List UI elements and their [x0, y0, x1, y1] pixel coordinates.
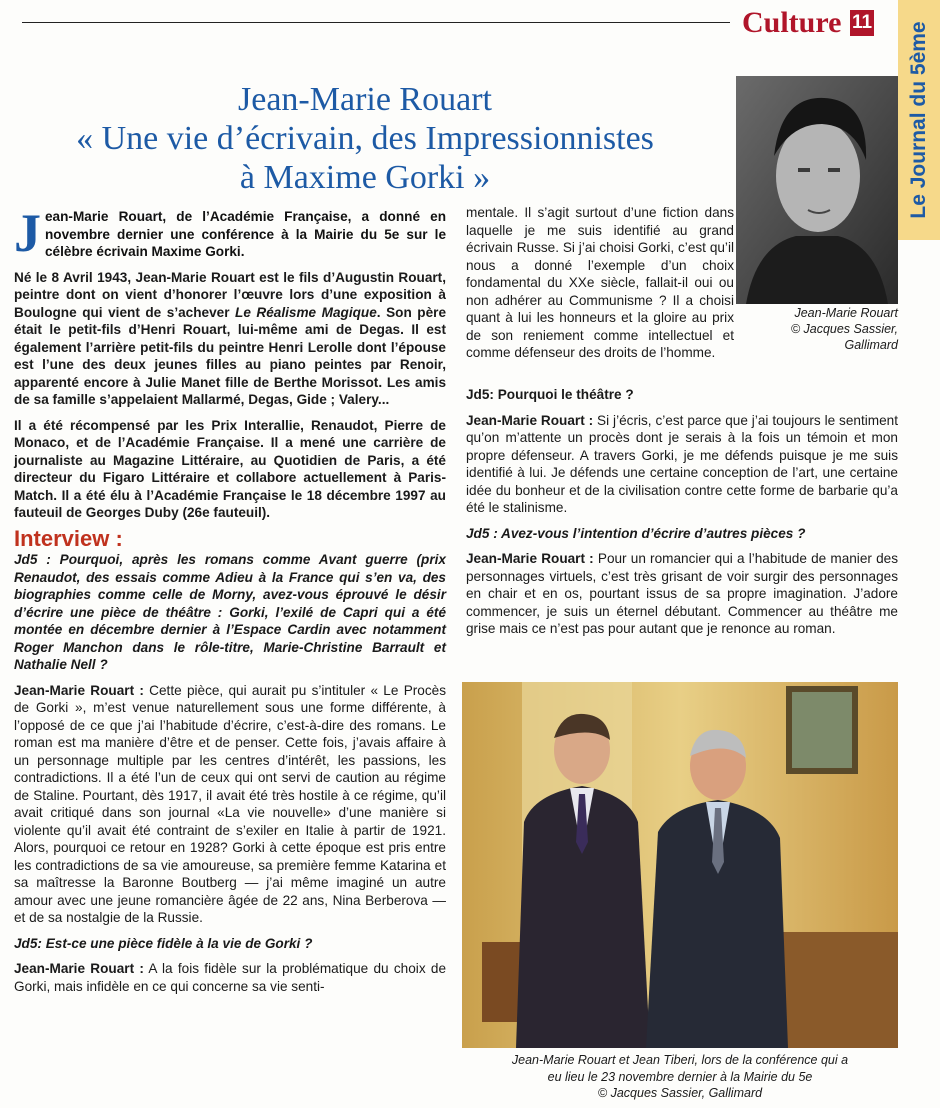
portrait-caption-publisher: Gallimard [844, 338, 898, 352]
intro-paragraph [14, 203, 446, 263]
intro-text: ean-Marie Rouart, de l’Académie Française, a donné en novembre dernier une conférence à la Mairie du 5e sur le célèbre écrivain Maxime Gorki. [45, 209, 446, 259]
event-photo-caption [462, 1052, 898, 1102]
event-photo [462, 682, 898, 1048]
question-2: Jd5: Est-ce une pièce fidèle à la vie de Gorki ? [14, 935, 313, 951]
speaker-label: Jean-Marie Rouart : [466, 551, 594, 566]
answer-2-start [14, 960, 446, 995]
event-caption-line-2: eu lieu le 23 novembre dernier à la Mairie du 5e [547, 1069, 813, 1084]
answer-2-text-start: A la fois fidèle sur la problématique du choix de Gorki, mais infidèle en ce qui concerne sa vie senti- [14, 961, 447, 994]
headline-line-3: à Maxime Gorki » [239, 159, 491, 196]
speaker-label: Jean-Marie Rouart : [14, 682, 144, 698]
header-rule [22, 22, 730, 23]
question-1: Jd5 : Pourquoi, après les romans comme Avant guerre (prix Renaudot, des essais comme Adieu à la France qui s’en va, des biographies comme celle de Morny, avez-vous éprouvé le désir d’écrire une pièce de théâtre : Gorki, l’exilé de Capri qui a été montée en décembre dernier à l’Espace Cardin avec notamment Roger Manchon dans le rôle-titre, Marie-Christine Barrault et Nathalie Nell ? [14, 552, 446, 672]
answer-3-text: Si j’écris, c’est parce que j’ai toujours le sentiment qu’on m’attente un procès dont je serais à la fois un témoin et mon propre défenseur. A travers Gorki, je me défends puisque je me suis identifié à lui. Je défends une certaine conception de l’art, une certaine idée du bonheur et de la civilisation contre cette forme de barbarie qu’a été le stalinisme. [466, 412, 898, 515]
bio-text-b: . Son père était le petit-fils d’Henri Rouart, lui-même ami de Degas. Il est également l’arrière petit-fils du peintre Henri Lerolle dont l’épouse est l’une des deux jeunes filles au piano peintes par Renoir, apparenté encore à Julie Manet fille de Berthe Morissot. Les amis de sa famille s’appelaient Mallarmé, Degas, Gide ; Valery... [14, 304, 447, 407]
section-title: Culture [742, 6, 842, 39]
bio-paragraph-1 [14, 269, 446, 409]
answer-1 [14, 682, 446, 927]
answer-2-continued: mentale. Il s’agit surtout d’une fiction dans laquelle je me suis identifié au grand écrivain Russe. Si j’ai choisi Gorki, c’est qu’il nous a donné l’exemple d’un choix fondamental du XXe siècle, fallait-il oui ou non adhérer au Communisme ? Il a choisi quant à lui les honneurs et la gloire au prix de son reniement comme intellectuel et comme défenseur des droits de l’homme. [466, 205, 734, 360]
bio-title-italic: Le Réalisme Magique [235, 304, 377, 320]
answer-4-text: Pour un romancier qui a l’habitude de manier des personnages virtuels, c’est très grisant de voir surgir des personnages en chair et en os, pourtant issus de sa propre imagination. J’adore commencer, je suis un éternel débutant. Commencer au théâtre me grise mais ce n’est pas pour autant que je renonce au roman. [466, 551, 899, 636]
page-number: 11 [850, 10, 874, 36]
speaker-label: Jean-Marie Rouart : [14, 961, 144, 976]
headline-line-2: « Une vie d’écrivain, des Impressionnistes [76, 120, 654, 157]
drop-cap: J [14, 203, 41, 263]
portrait-caption-name: Jean-Marie Rouart [794, 306, 898, 320]
portrait-caption-credit: © Jacques Sassier, [790, 322, 898, 336]
bio-paragraph-2: Il a été récompensé par les Prix Interallie, Renaudot, Pierre de Monaco, et de l’Académie Française. Il a mené une carrière de journaliste au Magazine Littéraire, au Quotidien de Paris, a été directeur du Figaro Littéraire et collabore actuellement à Paris-Match. Il a été élu à l’Académie Française le 18 décembre 1997 au fauteuil de Georges Duby (26e fauteuil). [14, 417, 446, 520]
left-column [14, 203, 447, 1003]
event-caption-line-1: Jean-Marie Rouart et Jean Tiberi, lors de la conférence qui a [511, 1053, 849, 1067]
speaker-label: Jean-Marie Rouart : [466, 412, 594, 428]
headline-line-1: Jean-Marie Rouart [238, 81, 492, 118]
question-4: Jd5 : Avez-vous l’intention d’écrire d’autres pièces ? [466, 525, 806, 541]
author-portrait-photo [736, 76, 898, 304]
right-column [466, 204, 734, 370]
right-column-lower [466, 386, 898, 646]
sidebar-label-box [898, 20, 940, 220]
answer-4 [466, 550, 898, 638]
event-caption-credit: © Jacques Sassier, Gallimard [597, 1086, 763, 1100]
question-3: Jd5: Pourquoi le théâtre ? [466, 387, 634, 402]
portrait-caption [740, 305, 898, 353]
answer-3 [466, 412, 898, 517]
answer-1-text: Cette pièce, qui aurait pu s’intituler « Le Procès de Gorki », m’est venue naturellement sous une forme différente, à l’opposé de ce que j’ai l’habitude d’écrire, c’est-à-dire des romans. Le roman est ma manière d’être et de penser. Cette fois, j’avais affaire à un personnage multiple par les centres d’intérêt, les passions, les contradictions. Il a été l’un de ceux qui ont servi de caution au régime de Staline. Pourtant, dès 1917, il avait été très hostile à ce régime, qu’il avait critiqué dans son journal «La vie nouvelle» d’une manière si violente qu’il avait été contraint de s’exiler en Italie à partir de 1921. Alors, pourquoi ce retour en 1928? Gorki à cette époque est pris entre les contradictions de sa vie amoureuse, sa première femme Katarina et sa maîtresse la Baronne Boutberg — j’ai même imaginé un autre amour avec une jeune romancière âgée de 22 ans, Nina Berberova — et de sa nostalgie de la Russie. [14, 682, 447, 925]
sidebar-label: Le Journal du 5ème [907, 21, 930, 219]
interview-heading: Interview : [14, 525, 123, 551]
bio-text-a: Né le 8 Avril 1943, Jean-Marie Rouart est le fils d’Augustin Rouart, peintre dont on vient d’honorer l’œuvre lors d’une exposition à Boulogne qui vient de s’achever [14, 269, 446, 320]
